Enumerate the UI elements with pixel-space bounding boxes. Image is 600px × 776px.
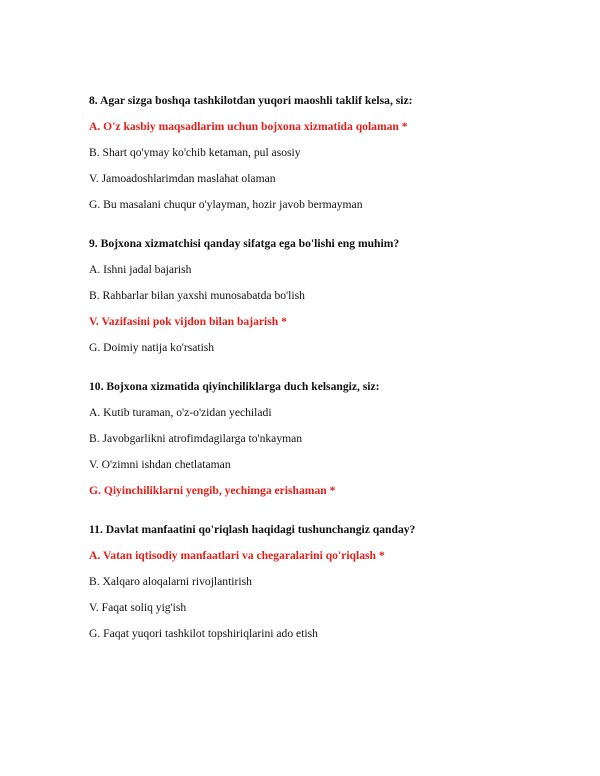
option-8-g: G. Bu masalani chuqur o'ylayman, hozir javob bermayman bbox=[89, 198, 363, 211]
option-10-v: V. O'zimni ishdan chetlataman bbox=[89, 458, 231, 471]
option-11-a: A. Vatan iqtisodiy manfaatlari va chegaralarini qo'riqlash * bbox=[89, 549, 385, 562]
option-9-v: V. Vazifasini pok vijdon bilan bajarish * bbox=[89, 315, 287, 328]
question-11: 11. Davlat manfaatini qo'riqlash haqidagi tushunchangiz qanday? bbox=[89, 523, 416, 536]
option-9-a: A. Ishni jadal bajarish bbox=[89, 263, 192, 276]
question-block-9 bbox=[89, 237, 569, 355]
option-9-g: G. Doimiy natija ko'rsatish bbox=[89, 341, 215, 354]
question-9: 9. Bojxona xizmatchisi qanday sifatga ega bo'lishi eng muhim? bbox=[89, 237, 400, 250]
option-8-b: B. Shart qo'ymay ko'chib ketaman, pul asosiy bbox=[89, 146, 301, 159]
question-block-10 bbox=[89, 380, 569, 498]
option-10-a: A. Kutib turaman, o'z-o'zidan yechiladi bbox=[89, 406, 272, 419]
option-10-g: G. Qiyinchiliklarni yengib, yechimga erishaman * bbox=[89, 484, 336, 497]
question-block-11 bbox=[89, 523, 569, 641]
option-11-v: V. Faqat soliq yig'ish bbox=[89, 601, 187, 614]
option-9-b: B. Rahbarlar bilan yaxshi munosabatda bo'lish bbox=[89, 289, 305, 302]
option-11-g: G. Faqat yuqori tashkilot topshiriqlarini ado etish bbox=[89, 627, 318, 640]
option-11-b: B. Xalqaro aloqalarni rivojlantirish bbox=[89, 575, 252, 588]
question-10: 10. Bojxona xizmatida qiyinchiliklarga duch kelsangiz, siz: bbox=[89, 380, 380, 393]
option-10-b: B. Javobgarlikni atrofimdagilarga to'nkayman bbox=[89, 432, 303, 445]
document-page bbox=[89, 94, 569, 653]
question-block-8 bbox=[89, 94, 569, 212]
option-8-v: V. Jamoadoshlarimdan maslahat olaman bbox=[89, 172, 276, 185]
question-8: 8. Agar sizga boshqa tashkilotdan yuqori maoshli taklif kelsa, siz: bbox=[89, 94, 413, 107]
option-8-a: A. O'z kasbiy maqsadlarim uchun bojxona xizmatida qolaman * bbox=[89, 120, 408, 133]
